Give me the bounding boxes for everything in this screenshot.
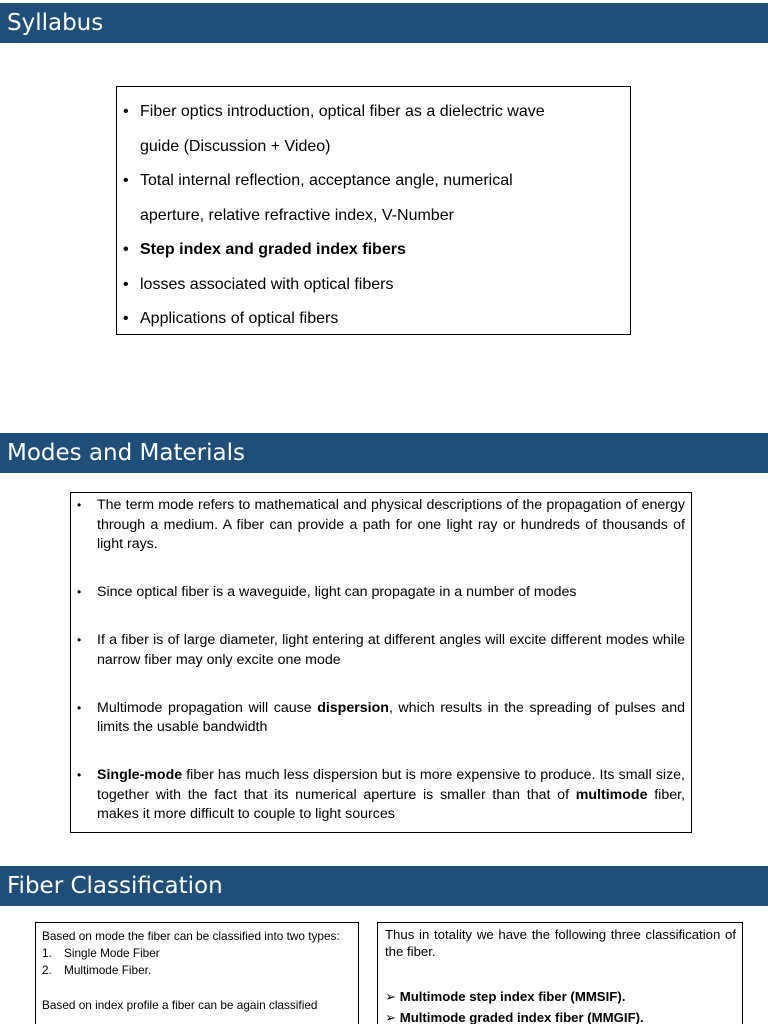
classification-left-box [35,922,359,1024]
modes-list [77,496,685,825]
list-item: • Single-mode fiber has much less dispersion but is more expensive to produce. Its small size, together with the fact that its numerical aperture is smaller than that of multimode fiber, makes it more difficult to couple to light sources [77,766,685,825]
list-item: • losses associated with optical fibers [123,268,622,303]
list-item: • Step index and graded index fibers [123,233,622,268]
syllabus-list [123,95,622,337]
fiber-type-list [385,986,736,1024]
list-item: • Applications of optical fibers [123,302,622,337]
list-item: ➢ Multimode step index fiber (MMSIF). [385,989,626,1004]
classification-summary: Thus in totality we have the following three classification of the fiber. [385,927,736,959]
list-item: 1. Single Mode Fiber [42,946,160,960]
section-header-modes [0,433,768,473]
emphasis: dispersion [317,699,389,716]
list-item: • Total internal reflection, acceptance angle, numerical aperture, relative refractive index, V-Number [123,164,622,233]
classification-right-box [377,922,743,1024]
section-title: Syllabus [7,10,104,36]
list-item: 2. Multimode Fiber. [42,963,152,977]
list-item: • Fiber optics introduction, optical fiber as a dielectric wave guide (Discussion + Video) [123,95,622,164]
emphasis: multimode [575,786,648,803]
syllabus-box [116,86,631,335]
section-header-classification [0,866,768,906]
classification-intro: Based on mode the fiber can be classified into two types: [42,929,340,943]
section-title: Modes and Materials [7,440,245,466]
list-item: ➢ Multimode graded index fiber (MMGIF). [385,1010,644,1024]
section-title: Fiber Classification [7,873,223,899]
list-item: • Since optical fiber is a waveguide, light can propagate in a number of modes [77,583,685,603]
classification-paragraph: Based on index profile a fiber can be again classified [42,998,318,1012]
modes-box [70,492,692,833]
list-item: • Multimode propagation will cause dispersion, which results in the spreading of pulses and limits the usable bandwidth [77,699,685,738]
emphasis: Single-mode [97,767,183,783]
section-header-syllabus [0,3,768,43]
list-item: • The term mode refers to mathematical and physical descriptions of the propagation of energy through a medium. A fiber can provide a path for one light ray or hundreds of thousands of light rays. [77,496,685,555]
list-item: • If a fiber is of large diameter, light entering at different angles will excite different modes while narrow fiber may only excite one mode [77,631,685,670]
